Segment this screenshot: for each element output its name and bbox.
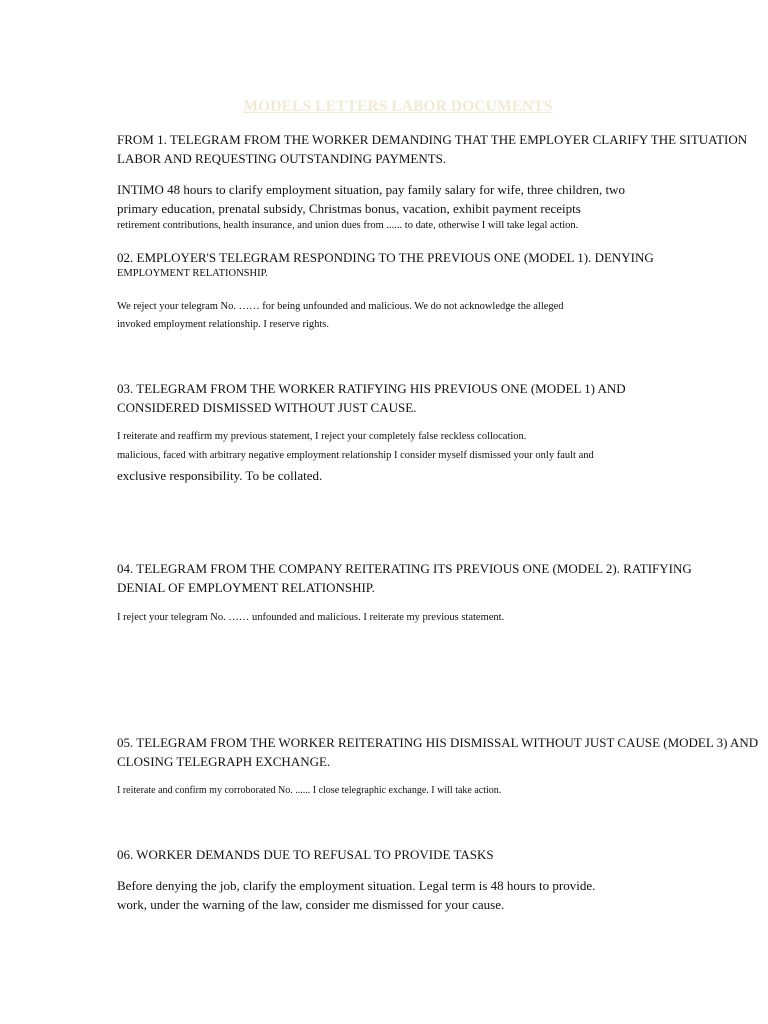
section-2-body-line-2: invoked employment relationship. I reserve rights. <box>117 319 329 330</box>
section-6-heading-line-1: 06. WORKER DEMANDS DUE TO REFUSAL TO PROVIDE TASKS <box>117 847 494 862</box>
section-6-body-line-1: Before denying the job, clarify the employment situation. Legal term is 48 hours to provide. <box>117 878 596 893</box>
section-1-body-line-3: retirement contributions, health insurance, and union dues from ...... to date, otherwise I will take legal action. <box>117 220 579 231</box>
section-3-body-line-1: I reiterate and reaffirm my previous statement, I reject your completely false reckless collocation. <box>117 431 527 442</box>
section-3-heading-line-1: 03. TELEGRAM FROM THE WORKER RATIFYING HIS PREVIOUS ONE (MODEL 1) AND <box>117 381 626 396</box>
section-1-body-line-1: INTIMO 48 hours to clarify employment situation, pay family salary for wife, three children, two <box>117 182 625 197</box>
section-3-body-line-3: exclusive responsibility. To be collated. <box>117 468 323 483</box>
section-3-heading-line-2: CONSIDERED DISMISSED WITHOUT JUST CAUSE. <box>117 400 417 415</box>
section-1-heading-line-2: LABOR AND REQUESTING OUTSTANDING PAYMENTS. <box>117 151 447 166</box>
section-2-heading-line-2: EMPLOYMENT RELATIONSHIP. <box>117 268 268 279</box>
document-title: MODELS LETTERS LABOR DOCUMENTS <box>243 98 553 115</box>
section-5-body-line-1: I reiterate and confirm my corroborated No. ...... I close telegraphic exchange. I will take action. <box>117 785 502 796</box>
section-4-body-line-1: I reject your telegram No. …… unfounded and malicious. I reiterate my previous statement. <box>117 612 505 623</box>
section-4-heading-line-2: DENIAL OF EMPLOYMENT RELATIONSHIP. <box>117 580 375 595</box>
section-2-heading-line-1: 02. EMPLOYER'S TELEGRAM RESPONDING TO THE PREVIOUS ONE (MODEL 1). DENYING <box>117 250 654 265</box>
section-4-heading-line-1: 04. TELEGRAM FROM THE COMPANY REITERATING ITS PREVIOUS ONE (MODEL 2). RATIFYING <box>117 561 692 576</box>
section-5-heading-line-1: 05. TELEGRAM FROM THE WORKER REITERATING HIS DISMISSAL WITHOUT JUST CAUSE (MODEL 3) AND <box>117 735 759 750</box>
section-1-heading-line-1: FROM 1. TELEGRAM FROM THE WORKER DEMANDING THAT THE EMPLOYER CLARIFY THE SITUATION <box>117 132 748 147</box>
section-3-body-line-2: malicious, faced with arbitrary negative employment relationship I consider myself dismissed your only fault and <box>117 450 594 461</box>
section-1-body-line-2: primary education, prenatal subsidy, Christmas bonus, vacation, exhibit payment receipts <box>117 201 581 216</box>
section-6-body-line-2: work, under the warning of the law, consider me dismissed for your cause. <box>117 897 505 912</box>
section-2-body-line-1: We reject your telegram No. …… for being unfounded and malicious. We do not acknowledge the alleged <box>117 301 564 312</box>
section-5-heading-line-2: CLOSING TELEGRAPH EXCHANGE. <box>117 754 331 769</box>
